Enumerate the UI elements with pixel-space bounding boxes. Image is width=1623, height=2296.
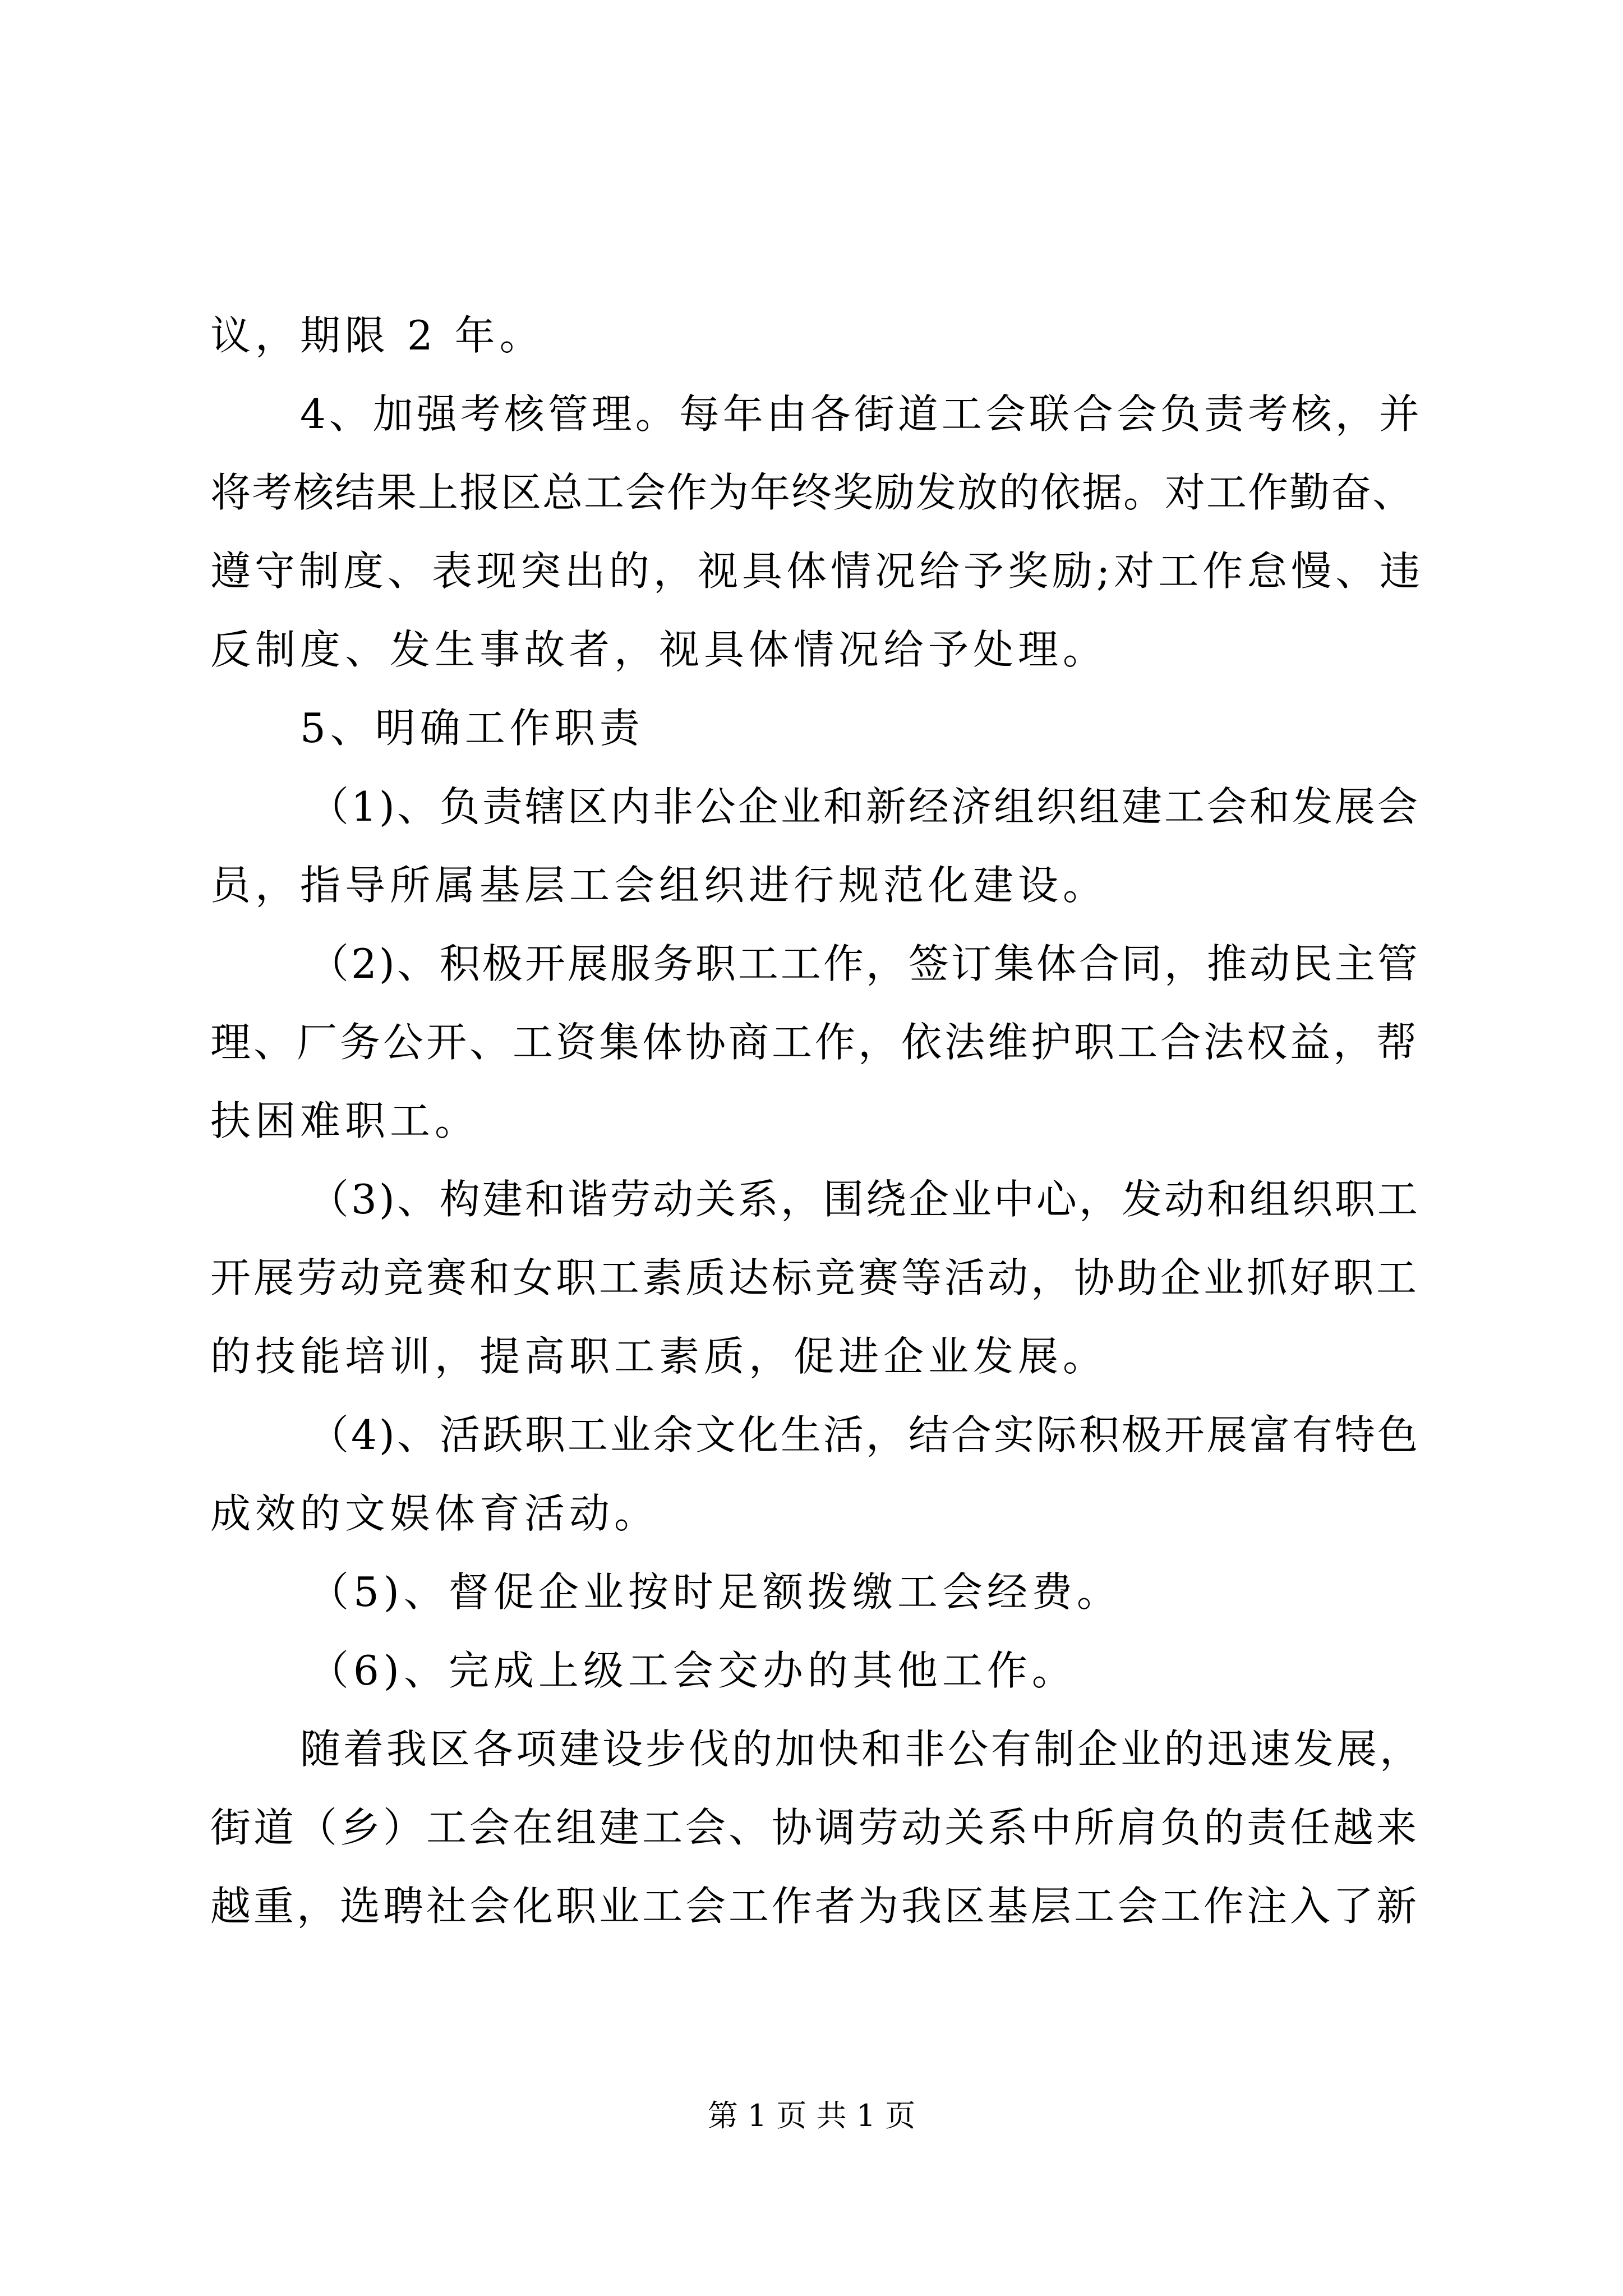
text-line-2: 4、加强考核管理。每年由各街道工会联合会负责考核，并 [300,390,1423,438]
text-line-17: （5)、督促企业按时足额拨缴工会经费。 [308,1568,1122,1616]
text-line-1: 议，期限 2 年。 [210,312,545,359]
text-line-9: （2)、积极开展服务职工工作，签订集体合同，推动民主管 [308,940,1420,987]
text-line-19: 随着我区各项建设步伐的加快和非公有制企业的迅速发展， [300,1726,1423,1773]
page-footer: 第 1 页 共 1 页 [707,2098,916,2133]
text-line-10: 理、厂务公开、工资集体协商工作，依法维护职工合法权益，帮 [210,1019,1420,1066]
text-line-5: 反制度、发生事故者，视具体情况给予处理。 [210,626,1108,673]
text-line-14: 的技能培训，提高职工素质，促进企业发展。 [210,1333,1108,1380]
text-line-16: 成效的文娱体育活动。 [210,1490,660,1537]
text-line-12: （3)、构建和谐劳动关系，围绕企业中心，发动和组织职工 [308,1176,1420,1223]
text-line-4: 遵守制度、表现突出的，视具体情况给予奖励;对工作怠慢、违 [210,547,1424,595]
text-line-21: 越重，选聘社会化职业工会工作者为我区基层工会工作注入了新 [210,1883,1420,1930]
text-line-20: 街道（乡）工会在组建工会、协调劳动关系中所肩负的责任越来 [210,1804,1420,1851]
text-line-13: 开展劳动竞赛和女职工素质达标竞赛等活动，协助企业抓好职工 [210,1254,1420,1301]
text-line-7: （1)、负责辖区内非公企业和新经济组织组建工会和发展会 [308,783,1420,830]
text-line-3: 将考核结果上报区总工会作为年终奖励发放的依据。对工作勤奋、 [210,469,1414,516]
text-line-11: 扶困难职工。 [210,1097,480,1144]
text-line-6: 5、明确工作职责 [300,705,644,752]
text-line-18: （6)、完成上级工会交办的其他工作。 [308,1647,1077,1694]
text-line-8: 员，指导所属基层工会组织进行规范化建设。 [210,862,1108,909]
text-line-15: （4)、活跃职工业余文化生活，结合实际积极开展富有特色 [308,1411,1420,1458]
